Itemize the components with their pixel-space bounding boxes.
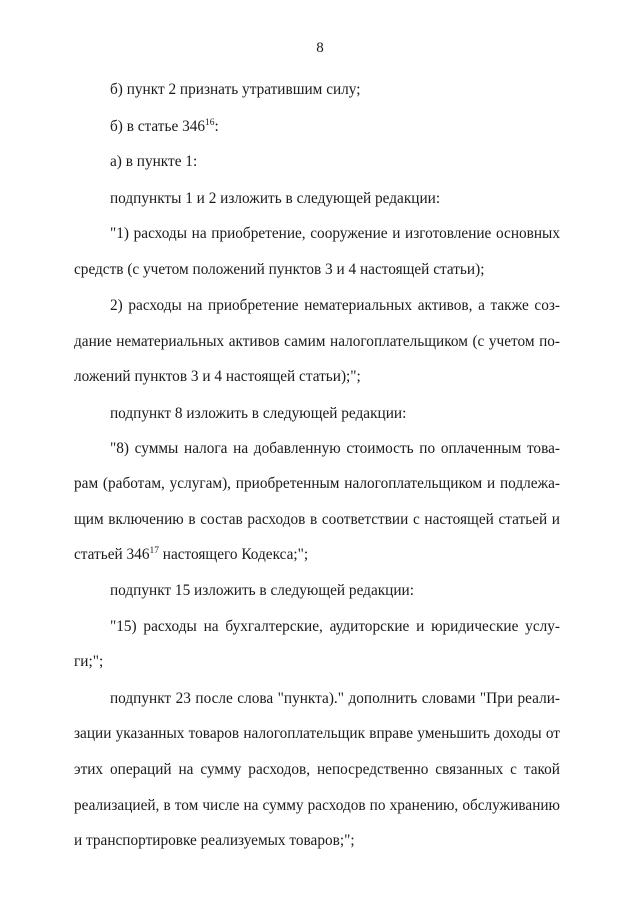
text-line: ложений пунктов 3 и 4 настоящей статьи);"; (74, 368, 361, 385)
text-line (74, 545, 308, 567)
text-line: ги;"; (74, 653, 104, 670)
superscript: 17 (149, 546, 159, 556)
text-line: "15) расходы на бухгалтерские, аудиторские и юридические услу- (110, 618, 560, 635)
text-fragment: : (214, 118, 219, 135)
text-line: подпункты 1 и 2 изложить в следующей редакции: (110, 190, 441, 207)
text-line: зации указанных товаров налогоплательщик вправе уменьшить доходы от (74, 725, 560, 742)
text-line: подпункт 8 изложить в следующей редакции: (110, 405, 407, 422)
text-line: щим включению в состав расходов в соответствии с настоящей статьей и (74, 511, 560, 528)
text-line: дание нематериальных активов самим налогоплательщиком (с учетом по- (74, 333, 560, 350)
text-fragment: настоящего Кодекса;"; (158, 546, 309, 563)
superscript: 16 (205, 118, 215, 128)
text-fragment: б) в статье 346 (110, 118, 206, 135)
text-line: и транспортировке реализуемых товаров;"; (74, 832, 355, 849)
text-line: а) в пункте 1: (110, 153, 198, 170)
text-line: средств (с учетом положений пунктов 3 и 4 настоящей статьи); (74, 261, 485, 278)
text-line: реализацией, в том числе на сумму расходов по хранению, обслуживанию (74, 797, 560, 814)
text-line: б) пункт 2 признать утратившим силу; (110, 81, 361, 98)
text-fragment: статьей 346 (74, 546, 150, 563)
text-line: этих операций на сумму расходов, непосредственно связанных с такой (74, 761, 560, 778)
text-line: "8) суммы налога на добавленную стоимость по оплаченным това- (110, 440, 560, 457)
text-line: 2) расходы на приобретение нематериальных активов, а также соз- (110, 297, 560, 314)
text-line: "1) расходы на приобретение, сооружение и изготовление основных (110, 225, 560, 242)
text-line: рам (работам, услугам), приобретенным налогоплательщиком и подлежа- (74, 475, 560, 492)
text-line: подпункт 23 после слова "пункта)." дополнить словами "При реали- (110, 690, 560, 707)
text-line (110, 117, 219, 139)
text-line: подпункт 15 изложить в следующей редакции: (110, 582, 414, 599)
page-number: 8 (316, 40, 324, 56)
